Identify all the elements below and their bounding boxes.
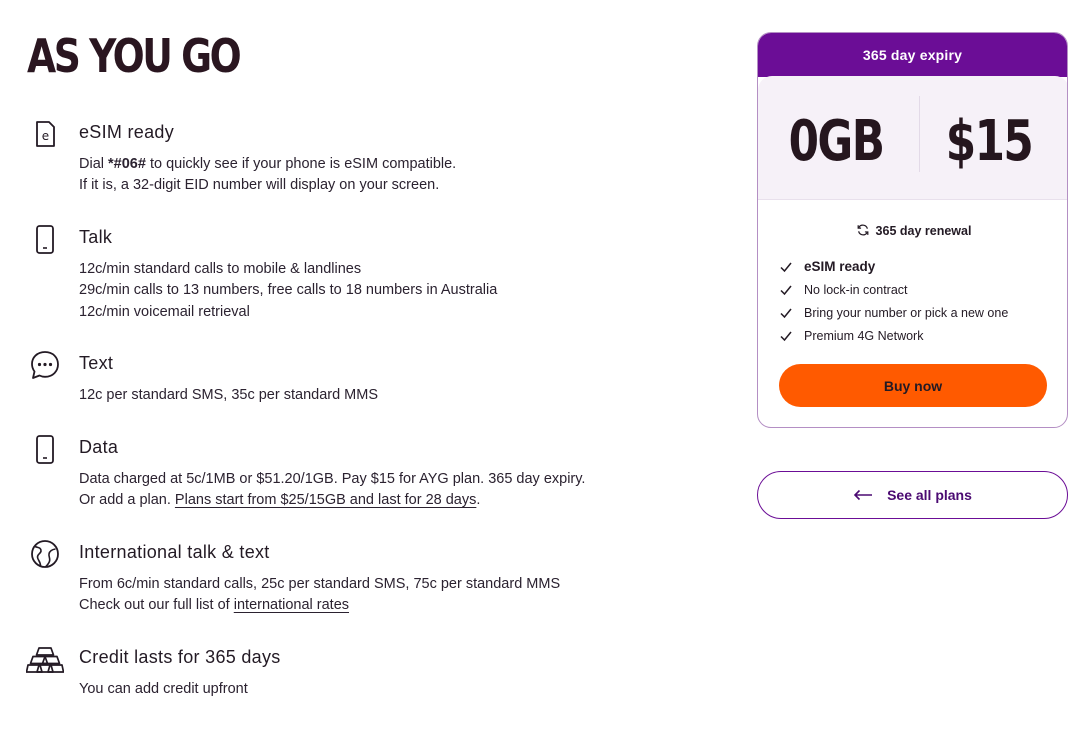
check-icon xyxy=(780,261,792,273)
feature-title: Credit lasts for 365 days xyxy=(79,647,281,667)
feature-line: Check out our full list of international rates xyxy=(79,597,350,614)
plan-price: $15 xyxy=(945,109,1033,174)
check-icon xyxy=(780,284,792,296)
feature-line: Dial *#06# to quickly see if your phone is eSIM compatible. xyxy=(79,156,457,172)
divider xyxy=(919,96,920,172)
esim-card-icon xyxy=(28,117,62,151)
arrow-left-icon xyxy=(853,489,873,501)
feature-title: Data xyxy=(79,437,119,457)
gold-bars-icon xyxy=(26,642,60,676)
plan-summary xyxy=(758,76,1068,200)
plan-features xyxy=(780,259,1008,351)
feature-line: 12c per standard SMS, 35c per standard MMS xyxy=(79,387,379,403)
svg-text:e: e xyxy=(41,129,50,143)
feature-line: Or add a plan. Plans start from $25/15GB and last for 28 days. xyxy=(79,492,481,509)
plan-feature-item: Bring your number or pick a new one xyxy=(780,305,1008,328)
phone-icon xyxy=(28,222,62,256)
plan-data-amount: 0GB xyxy=(788,109,884,174)
expiry-banner: 365 day expiry xyxy=(758,33,1067,77)
feature-title: International talk & text xyxy=(79,542,270,562)
feature-line: From 6c/min standard calls, 25c per standard SMS, 75c per standard MMS xyxy=(79,576,561,592)
feature-title: Text xyxy=(79,353,114,373)
check-icon xyxy=(780,307,792,319)
globe-icon xyxy=(28,537,62,571)
feature-line: 29c/min calls to 13 numbers, free calls to 18 numbers in Australia xyxy=(79,282,498,299)
plan-feature-item: eSIM ready xyxy=(780,259,1008,282)
renewal-info: 365 day renewal xyxy=(758,223,1068,238)
feature-line: If it is, a 32-digit EID number will display on your screen. xyxy=(79,177,440,194)
international-rates-link[interactable]: international rates xyxy=(233,597,350,614)
see-all-plans-button[interactable]: See all plans xyxy=(757,471,1068,519)
feature-title: eSIM ready xyxy=(79,122,175,142)
buy-now-button[interactable]: Buy now xyxy=(779,364,1047,407)
refresh-icon xyxy=(856,223,870,237)
feature-line: 12c/min voicemail retrieval xyxy=(79,303,250,320)
feature-line: 12c/min standard calls to mobile & landlines xyxy=(79,261,362,277)
plans-link[interactable]: Plans start from $25/15GB and last for 28 days xyxy=(174,492,477,509)
feature-line: Data charged at 5c/1MB or $51.20/1GB. Pay $15 for AYG plan. 365 day expiry. xyxy=(79,471,586,487)
phone-icon xyxy=(28,432,62,466)
chat-bubble-icon xyxy=(28,348,62,382)
feature-title: Talk xyxy=(79,227,113,247)
plan-card xyxy=(757,32,1068,428)
page-title: AS YOU GO xyxy=(27,29,240,83)
check-icon xyxy=(780,330,792,342)
feature-line: You can add credit upfront xyxy=(79,681,248,697)
plan-feature-item: Premium 4G Network xyxy=(780,328,1008,351)
plan-feature-item: No lock-in contract xyxy=(780,282,1008,305)
